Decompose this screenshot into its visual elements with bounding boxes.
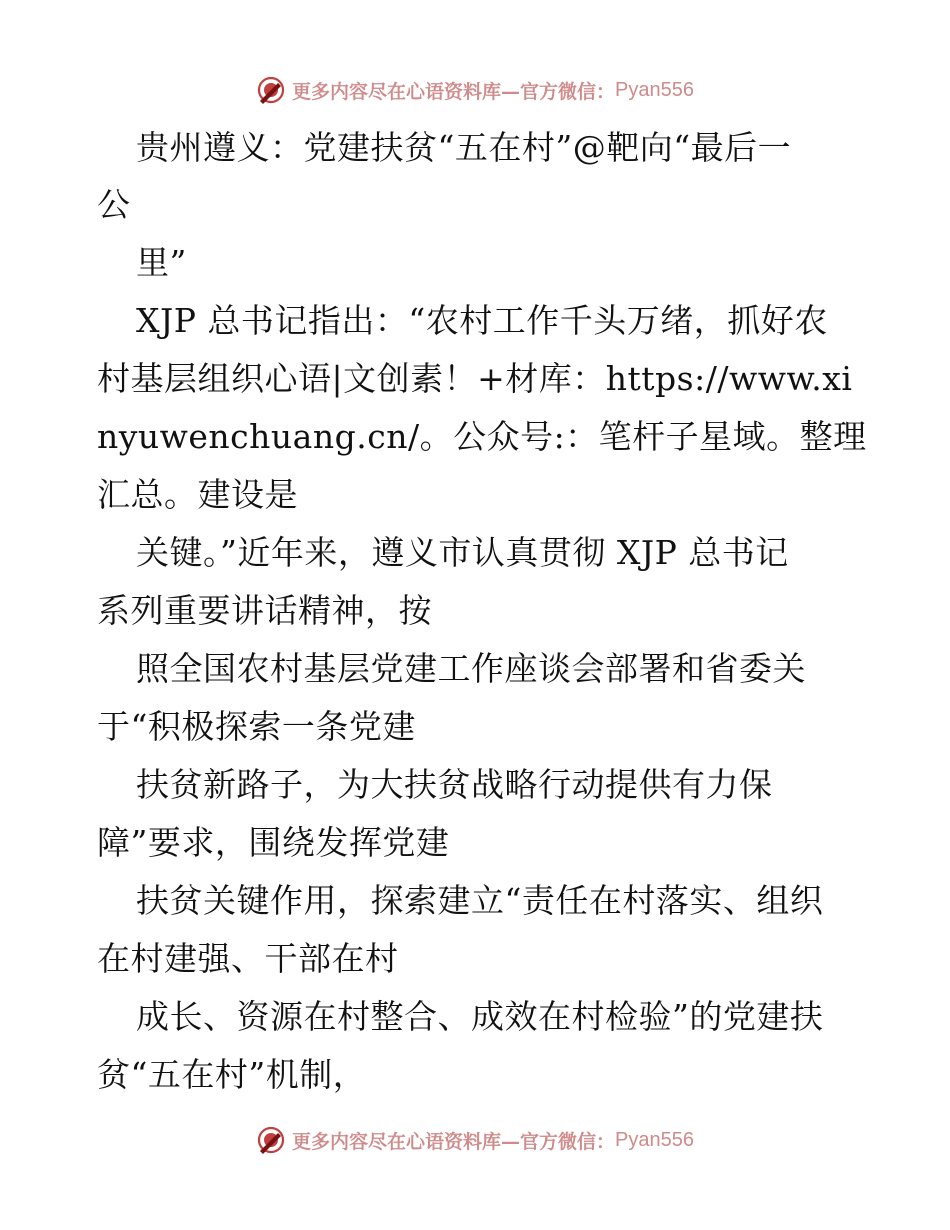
pen-logo-icon bbox=[256, 1125, 286, 1155]
document-title-line-3: 里” bbox=[136, 243, 187, 282]
paragraph-line: 关键。”近年来，遵义市认真贯彻 XJP 总书记 bbox=[136, 533, 789, 572]
paragraph-line: 扶贫关键作用，探索建立“责任在村落实、组织 bbox=[136, 881, 824, 920]
top-watermark-banner bbox=[0, 70, 950, 110]
watermark-text: 更多内容尽在心语资料库—官方微信： bbox=[292, 1130, 616, 1153]
watermark-account: Pyan556 bbox=[615, 78, 694, 101]
paragraph-line: 贫“五在村”机制， bbox=[97, 1055, 367, 1094]
paragraph-line: nyuwenchuang.cn/。公众号:：笔杆子星域。整理 bbox=[97, 417, 867, 456]
paragraph-line: 汇总。建设是 bbox=[97, 475, 298, 514]
document-title-line-1: 贵州遵义：党建扶贫“五在村”@靶向“最后一 bbox=[136, 128, 792, 167]
bottom-watermark-banner bbox=[0, 1120, 950, 1160]
paragraph-line: 扶贫新路子，为大扶贫战略行动提供有力保 bbox=[136, 765, 773, 804]
watermark-text: 更多内容尽在心语资料库—官方微信： bbox=[292, 80, 616, 103]
paragraph-line: 系列重要讲话精神，按 bbox=[97, 591, 432, 630]
paragraph-line: 于“积极探索一条党建 bbox=[97, 707, 416, 746]
paragraph-line: 照全国农村基层党建工作座谈会部署和省委关 bbox=[136, 649, 806, 688]
watermark-account: Pyan556 bbox=[615, 1128, 694, 1151]
paragraph-line: 在村建强、干部在村 bbox=[97, 939, 399, 978]
document-title-line-2: 公 bbox=[97, 185, 131, 224]
paragraph-line: 障”要求，围绕发挥党建 bbox=[97, 823, 450, 862]
paragraph-line: 村基层组织心语|文创素！+材库：https://www.xi bbox=[97, 359, 853, 398]
paragraph-line: XJP 总书记指出：“农村工作千头万绪，抓好农 bbox=[136, 301, 828, 340]
paragraph-line: 成长、资源在村整合、成效在村检验”的党建扶 bbox=[136, 997, 824, 1036]
pen-logo-icon bbox=[256, 75, 286, 105]
